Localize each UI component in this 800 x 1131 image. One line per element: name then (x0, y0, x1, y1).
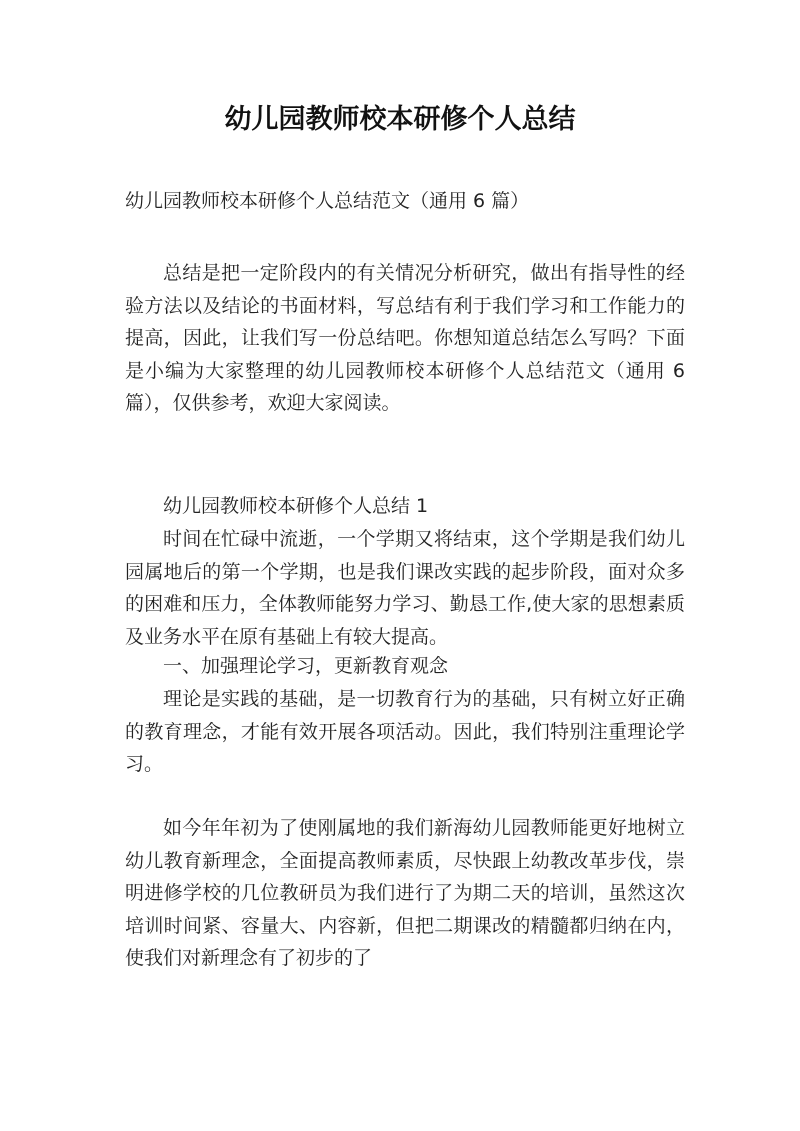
section-paragraph-2: 理论是实践的基础，是一切教育行为的基础，只有树立好正确的教育理念，才能有效开展各项活动。因此，我们特别注重理论学习。 (125, 688, 685, 775)
section-paragraph-1: 时间在忙碌中流逝，一个学期又将结束，这个学期是我们幼儿园属地后的第一个学期，也是我们课改实践的起步阶段，面对众多的困难和压力，全体教师能努力学习、勤恳工作,使大家的思想素质及业务水平在原有基础上有较大提高。 (125, 528, 685, 648)
document-subtitle: 幼儿园教师校本研修个人总结范文（通用 6 篇） (125, 190, 530, 212)
intro-paragraph: 总结是把一定阶段内的有关情况分析研究，做出有指导性的经验方法以及结论的书面材料，写总结有利于我们学习和工作能力的提高，因此，让我们写一份总结吧。你想知道总结怎么写吗？下面是小编为大家整理的幼儿园教师校本研修个人总结范文（通用 6 篇），仅供参考，欢迎大家阅读。 (125, 262, 685, 414)
subsection-heading: 一、加强理论学习，更新教育观念 (163, 655, 449, 677)
section-title: 幼儿园教师校本研修个人总结 1 (163, 495, 429, 517)
section-paragraph-3: 如今年年初为了使刚属地的我们新海幼儿园教师能更好地树立幼儿教育新理念，全面提高教师素质，尽快跟上幼教改革步伐，崇明进修学校的几位教研员为我们进行了为期二天的培训，虽然这次培训时间紧、容量大、内容新，但把二期课改的精髓都归纳在内，使我们对新理念有了初步的了 (125, 817, 685, 969)
document-title: 幼儿园教师校本研修个人总结 (224, 104, 576, 135)
